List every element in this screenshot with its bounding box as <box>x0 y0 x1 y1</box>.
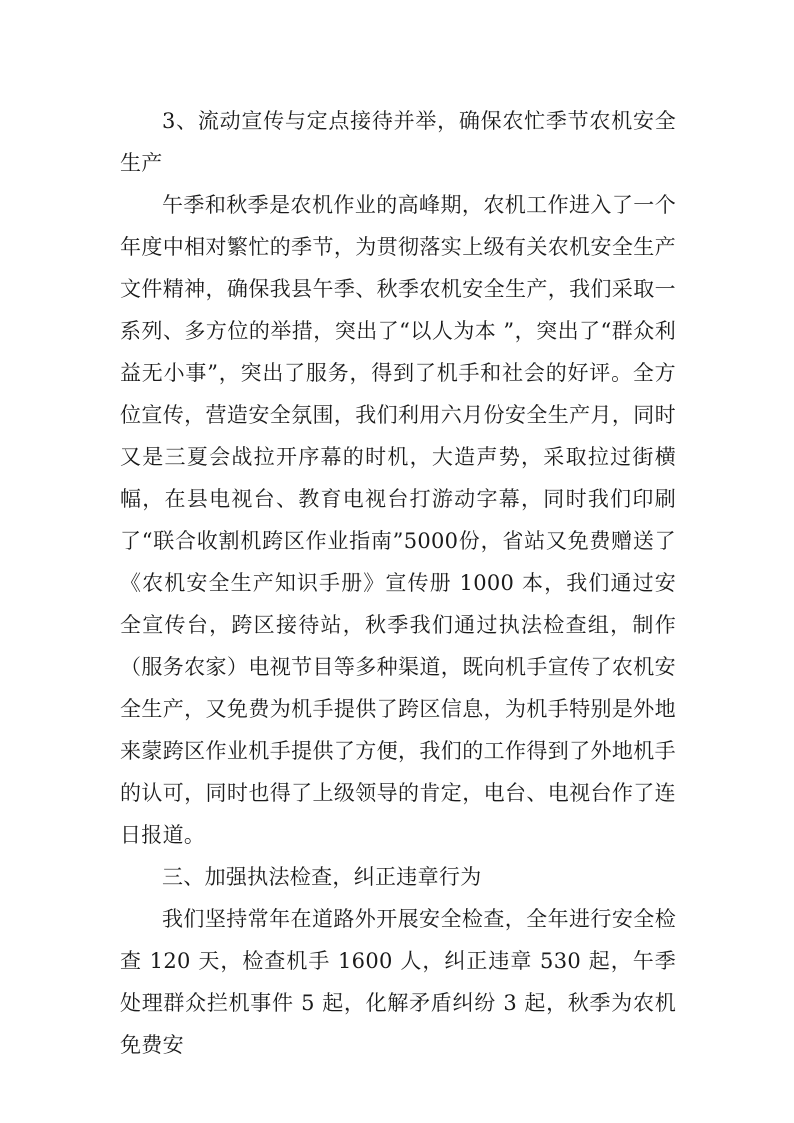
section-heading-three: 三、加强执法检查，纠正违章行为 <box>162 865 482 889</box>
body-paragraph: 午季和秋季是农机作业的高峰期，农机工作进入了一个年度中相对繁忙的季节，为贯彻落实上级有关农机安全生产文件精神，确保我县午季、秋季农机安全生产，我们采取一系列、多方位的举措，突出了“以人为本 ”，突出了“群众利益无小事”，突出了服务，得到了机手和社会的好评。全方位宣传，营造安全氛围，我们利用六月份安全生产月，同时又是三夏会战拉开序幕的时机，大造声势，采取拉过街横幅，在县电视台、教育电视台打游动字幕，同时我们印刷了“联合收割机跨区作业指南”5000份，省站又免费赠送了《农机安全生产知识手册》宣传册 1000 本，我们通过安全宣传台，跨区接待站，秋季我们通过执法检查组，制作（服务农家）电视节目等多种渠道，既向机手宣传了农机安全生产，又免费为机手提供了跨区信息，为机手特别是外地来蒙跨区作业机手提供了方便，我们的工作得到了外地机手的认可，同时也得了上级领导的肯定，电台、电视台作了连日报道。 <box>120 193 676 847</box>
document-body <box>120 100 676 1066</box>
body-paragraph: 我们坚持常年在道路外开展安全检查，全年进行安全检查 120 天，检查机手 1600 人，纠正违章 530 起，午季处理群众拦机事件 5 起，化解矛盾纠纷 3 起，秋季为农机免费安 <box>120 907 676 1057</box>
section-heading-3: 3、流动宣传与定点接待并举，确保农忙季节农机安全生产 <box>120 109 676 175</box>
